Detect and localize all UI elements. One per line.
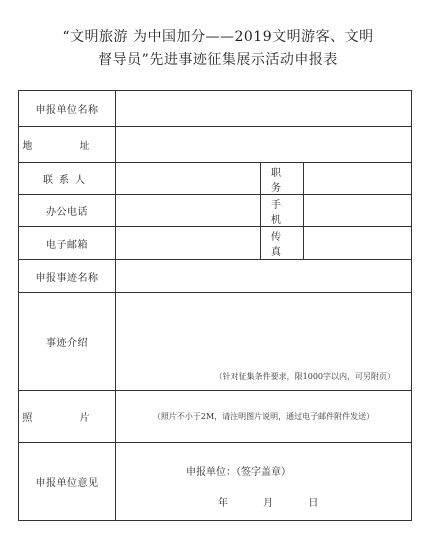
email-field[interactable] — [116, 227, 261, 260]
photo-field[interactable] — [116, 391, 412, 443]
fax-field[interactable] — [304, 227, 412, 260]
address-label: 地 址 — [19, 127, 116, 163]
application-form-table — [18, 90, 412, 521]
opinion-field[interactable] — [116, 443, 412, 521]
deed-intro-field[interactable] — [116, 293, 412, 391]
fax-label: 传 真 — [261, 227, 304, 260]
deed-name-field[interactable] — [116, 260, 412, 293]
form-title-line-2: 督导员”先进事迹征集展示活动申报表 — [98, 52, 338, 68]
photo-note: （照片不小于2M，请注明图片说明，通过电子邮件附件发送） — [152, 412, 375, 421]
address-field[interactable] — [116, 127, 412, 163]
position-field[interactable] — [304, 163, 412, 195]
office-phone-label: 办公电话 — [19, 195, 116, 227]
deed-intro-note: （针对征集条件要求，限1000字以内，可另附页） — [214, 372, 396, 381]
contact-label: 联系人 — [19, 163, 116, 195]
form-title-line-1: “文明旅游 为中国加分——2019文明游客、文明 — [62, 29, 374, 45]
deed-name-label: 申报事迹名称 — [19, 260, 116, 293]
mobile-label: 手 机 — [261, 195, 304, 227]
date-text: 年 月 日 — [218, 498, 319, 509]
email-label: 电子邮箱 — [19, 227, 116, 260]
position-label: 职 务 — [261, 163, 304, 195]
unit-name-field[interactable] — [116, 91, 412, 127]
office-phone-field[interactable] — [116, 195, 261, 227]
opinion-label: 申报单位意见 — [19, 443, 116, 521]
photo-label: 照 片 — [19, 391, 116, 443]
sign-text: 申报单位：（签字盖章） — [186, 467, 291, 478]
deed-intro-label: 事迹介绍 — [19, 293, 116, 391]
unit-name-label: 申报单位名称 — [19, 91, 116, 127]
contact-field[interactable] — [116, 163, 261, 195]
mobile-field[interactable] — [304, 195, 412, 227]
